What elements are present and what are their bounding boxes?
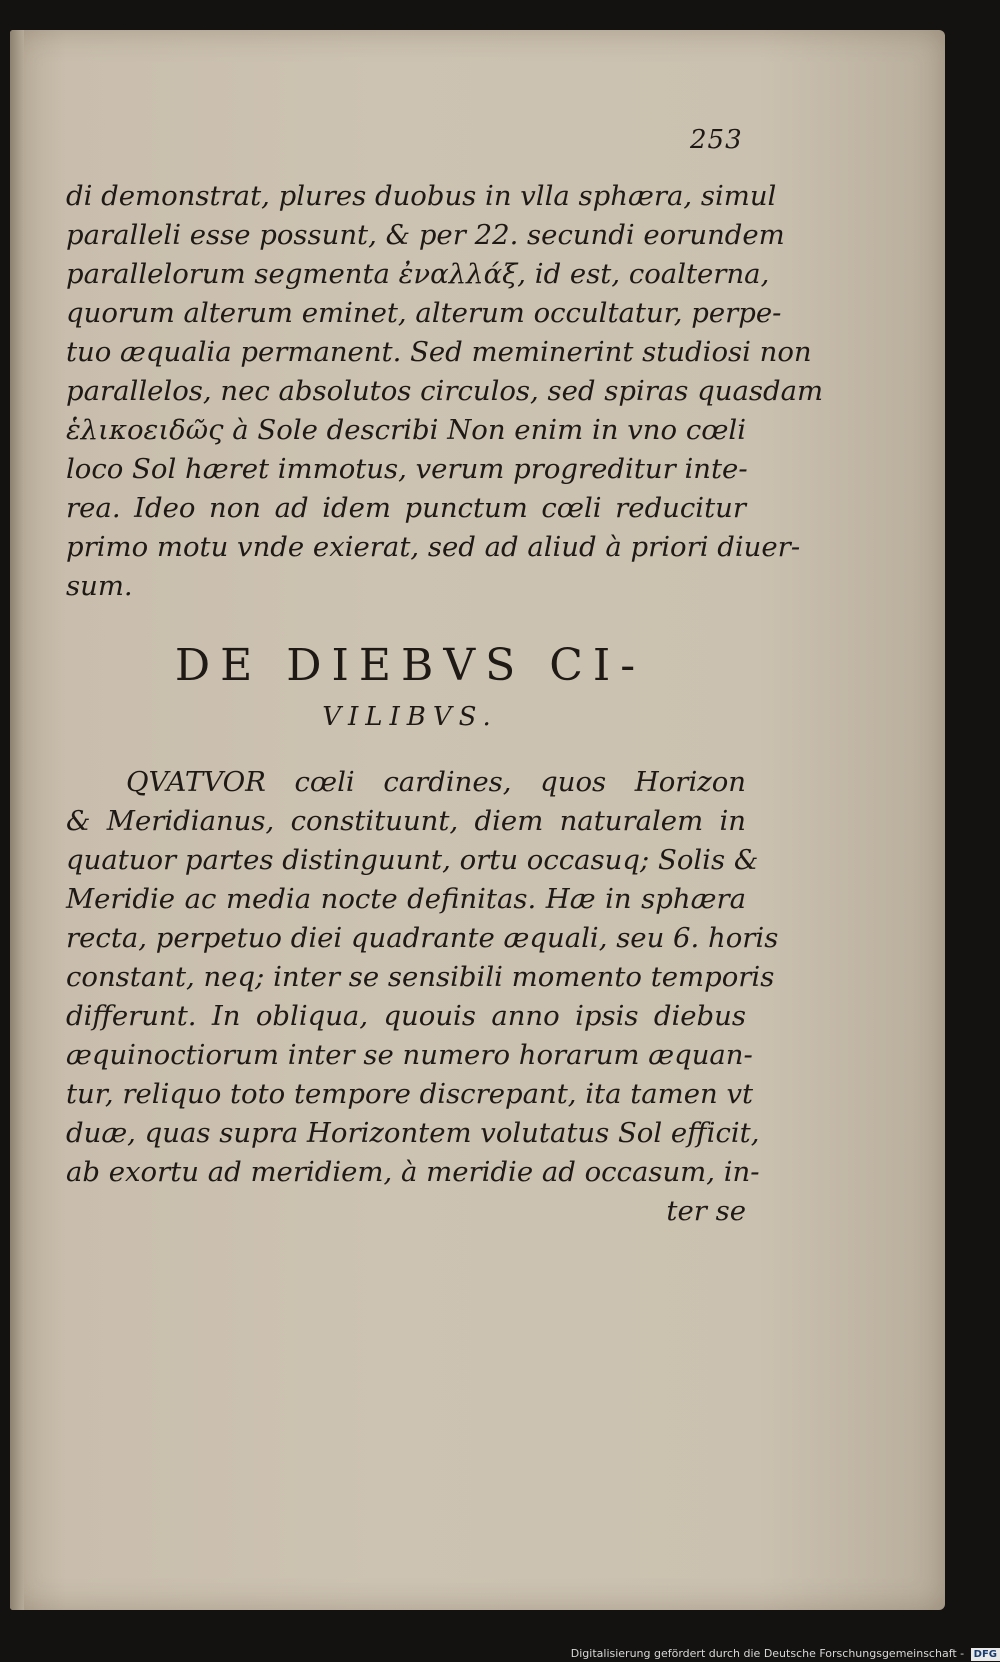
text-line: tuo æqualia permanent. Sed meminerint studiosi non xyxy=(66,336,812,368)
text-line: æquinoctiorum inter se numero horarum æquan- xyxy=(66,1039,753,1071)
text-line: QVATVOR cœli cardines, quos Horizon xyxy=(126,766,746,798)
page-number: 253 xyxy=(690,125,743,155)
text-line: quorum alterum eminet, alterum occultatur, perpe- xyxy=(66,297,782,329)
page-binding-edge xyxy=(10,30,24,1610)
paragraph-1 xyxy=(66,177,824,606)
section-subheading: VILIBVS. xyxy=(322,702,498,732)
text-line: sum. xyxy=(66,570,133,602)
section-heading: DE DIEBVS CI- xyxy=(174,640,646,691)
credit-text: Digitalisierung gefördert durch die Deutsche Forschungsgemeinschaft - xyxy=(570,1647,965,1660)
text-line: duæ, quas supra Horizontem volutatus Sol efficit, xyxy=(66,1117,760,1149)
text-line: Meridie ac media nocte definitas. Hæ in sphæra xyxy=(66,883,746,915)
catchword: ter se xyxy=(666,1195,746,1227)
book-page xyxy=(10,30,945,1610)
text-line: & Meridianus, constituunt, diem naturalem in xyxy=(66,805,746,837)
text-line: tur, reliquo toto tempore discrepant, ita tamen vt xyxy=(66,1078,754,1110)
text-line: quatuor partes distinguunt, ortu occasuq; Solis & xyxy=(66,844,759,876)
text-line: paralleli esse possunt, & per 22. secundi eorundem xyxy=(66,219,785,251)
dfg-logo: DFG xyxy=(971,1648,1000,1661)
text-line: di demonstrat, plures duobus in vlla sphæra, simul xyxy=(66,180,777,212)
text-line: differunt. In obliqua, quouis anno ipsis diebus xyxy=(66,1000,746,1032)
text-line: parallelorum segmenta ἐναλλάξ, id est, coalterna, xyxy=(66,258,770,290)
text-line: primo motu vnde exierat, sed ad aliud à priori diuer- xyxy=(66,531,801,563)
text-line: constant, neq; inter se sensibili momento temporis xyxy=(66,961,775,993)
text-line: parallelos, nec absolutos circulos, sed spiras quasdam xyxy=(66,375,824,407)
text-line: ἑλικοειδῶς à Sole describi Non enim in vno cœli xyxy=(66,414,746,446)
text-line: ab exortu ad meridiem, à meridie ad occasum, in- xyxy=(66,1156,760,1188)
text-line: recta, perpetuo diei quadrante æquali, seu 6. horis xyxy=(66,922,779,954)
digitization-credit xyxy=(560,1646,1000,1662)
text-line: loco Sol hæret immotus, verum progreditur inte- xyxy=(66,453,748,485)
text-line: rea. Ideo non ad idem punctum cœli reducitur xyxy=(66,492,746,524)
paragraph-2 xyxy=(66,763,779,1231)
